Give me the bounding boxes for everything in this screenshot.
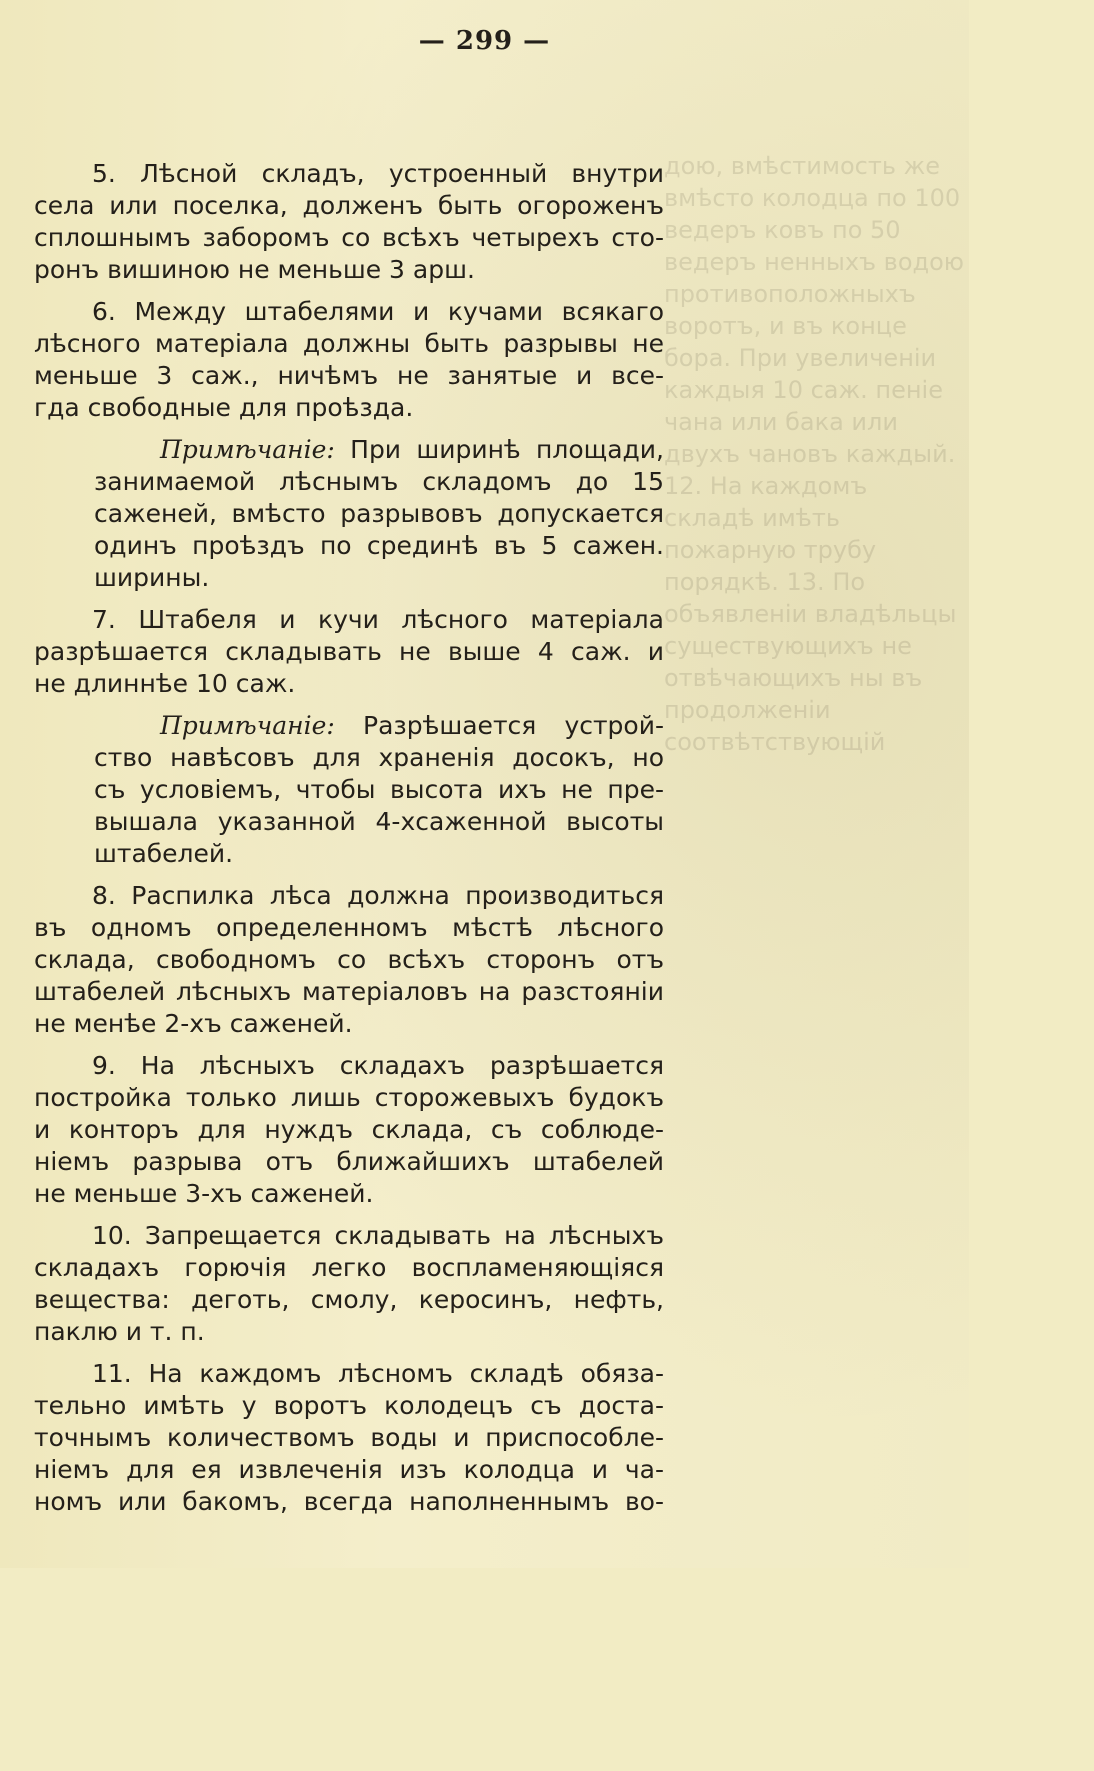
text-line: склада, свободномъ со всѣхъ сторонъ отъ	[34, 945, 664, 974]
paragraph-8	[34, 880, 664, 1040]
text-line: не меньше 3-хъ саженей.	[34, 1179, 374, 1208]
text-line: и конторъ для нуждъ склада, съ соблюде-	[34, 1115, 664, 1144]
text-line: вышала указанной 4-хсаженной высоты	[94, 807, 664, 836]
text-line: въ одномъ определенномъ мѣстѣ лѣсного	[34, 913, 664, 942]
text-line: ство навѣсовъ для храненія досокъ, но	[94, 743, 664, 772]
text-line	[94, 434, 664, 466]
text-line: постройка только лишь сторожевыхъ будокъ	[34, 1083, 664, 1112]
text-line: ніемъ разрыва отъ ближайшихъ штабелей	[34, 1147, 664, 1176]
text-line: 5. Лѣсной складъ, устроенный внутри	[92, 159, 664, 188]
text-line: съ условіемъ, чтобы высота ихъ не пре-	[94, 775, 664, 804]
note-label: Примѣчаніе:	[160, 435, 335, 464]
text-line: села или поселка, долженъ быть огороженъ	[34, 191, 664, 220]
text-line: складахъ горючія легко воспламеняющіяся	[34, 1253, 664, 1282]
text-line: меньше 3 саж., ничѣмъ не занятые и все-	[34, 361, 664, 390]
text-line: разрѣшается складывать не выше 4 саж. и	[34, 637, 664, 666]
text-line: ширины.	[94, 563, 210, 592]
text-line: номъ или бакомъ, всегда наполненнымъ во-	[34, 1487, 664, 1516]
text-line: 7. Штабеля и кучи лѣсного матеріала	[92, 605, 664, 634]
show-through-text: дою, вмѣстимость же вмѣсто колодца по 100 ведеръ ковъ по 50 ведеръ ненныхъ водою противоположныхъ воротъ, и въ конце бора. При увеличеніи каждыя 10 саж. пеніе чана или бака или двухъ чановъ каждый. 12. На каждомъ складѣ имѣть пожарную трубу порядкѣ. 13. По объявленіи владѣльцы существующихъ не отвѣчающихъ ны въ продолженіи соотвѣтствующій	[664, 152, 964, 756]
text-line: ніемъ для ея извлеченія изъ колодца и ча-	[34, 1455, 664, 1484]
text-line: лѣсного матеріала должны быть разрывы не	[34, 329, 664, 358]
text-line: одинъ проѣздъ по срединѣ въ 5 сажен.	[94, 531, 664, 560]
note-paragraph-1	[94, 434, 664, 594]
text-line: не длиннѣе 10 саж.	[34, 669, 296, 698]
text-line: штабелей лѣсныхъ матеріаловъ на разстояніи	[34, 977, 664, 1006]
text-line: штабелей.	[94, 839, 234, 868]
paragraph-7	[34, 604, 664, 700]
text-line: не менѣе 2-хъ саженей.	[34, 1009, 353, 1038]
text-line: сплошнымъ заборомъ со всѣхъ четырехъ сто-	[34, 223, 664, 252]
text-line: гда свободные для проѣзда.	[34, 393, 414, 422]
page-number: — 299 —	[418, 26, 551, 56]
text-line: тельно имѣть у воротъ колодецъ съ доста-	[34, 1391, 664, 1420]
text-line: саженей, вмѣсто разрывовъ допускается	[94, 499, 664, 528]
text-line: занимаемой лѣснымъ складомъ до 15	[94, 467, 664, 496]
note-paragraph-2	[94, 710, 664, 870]
note-label: Примѣчаніе:	[160, 711, 335, 740]
note-text: При ширинѣ площади,	[334, 435, 664, 464]
paragraph-9	[34, 1050, 664, 1210]
note-text: Разрѣшается устрой-	[334, 711, 664, 740]
paragraph-10	[34, 1220, 664, 1348]
paragraph-6	[34, 296, 664, 424]
text-line: вещества: деготь, смолу, керосинъ, нефть,	[34, 1285, 664, 1314]
text-line	[94, 710, 664, 742]
text-line: 6. Между штабелями и кучами всякаго	[92, 297, 664, 326]
paragraph-5	[34, 158, 664, 286]
text-line: 9. На лѣсныхъ складахъ разрѣшается	[92, 1051, 664, 1080]
text-line: 11. На каждомъ лѣсномъ складѣ обяза-	[92, 1359, 664, 1388]
text-line: точнымъ количествомъ воды и приспособле-	[34, 1423, 664, 1452]
text-line: 8. Распилка лѣса должна производиться	[92, 881, 664, 910]
text-line: ронъ вишиною не меньше 3 арш.	[34, 255, 475, 284]
text-line: паклю и т. п.	[34, 1317, 205, 1346]
paragraph-11	[34, 1358, 664, 1518]
text-line: 10. Запрещается складывать на лѣсныхъ	[92, 1221, 664, 1250]
text-column	[34, 158, 664, 1528]
